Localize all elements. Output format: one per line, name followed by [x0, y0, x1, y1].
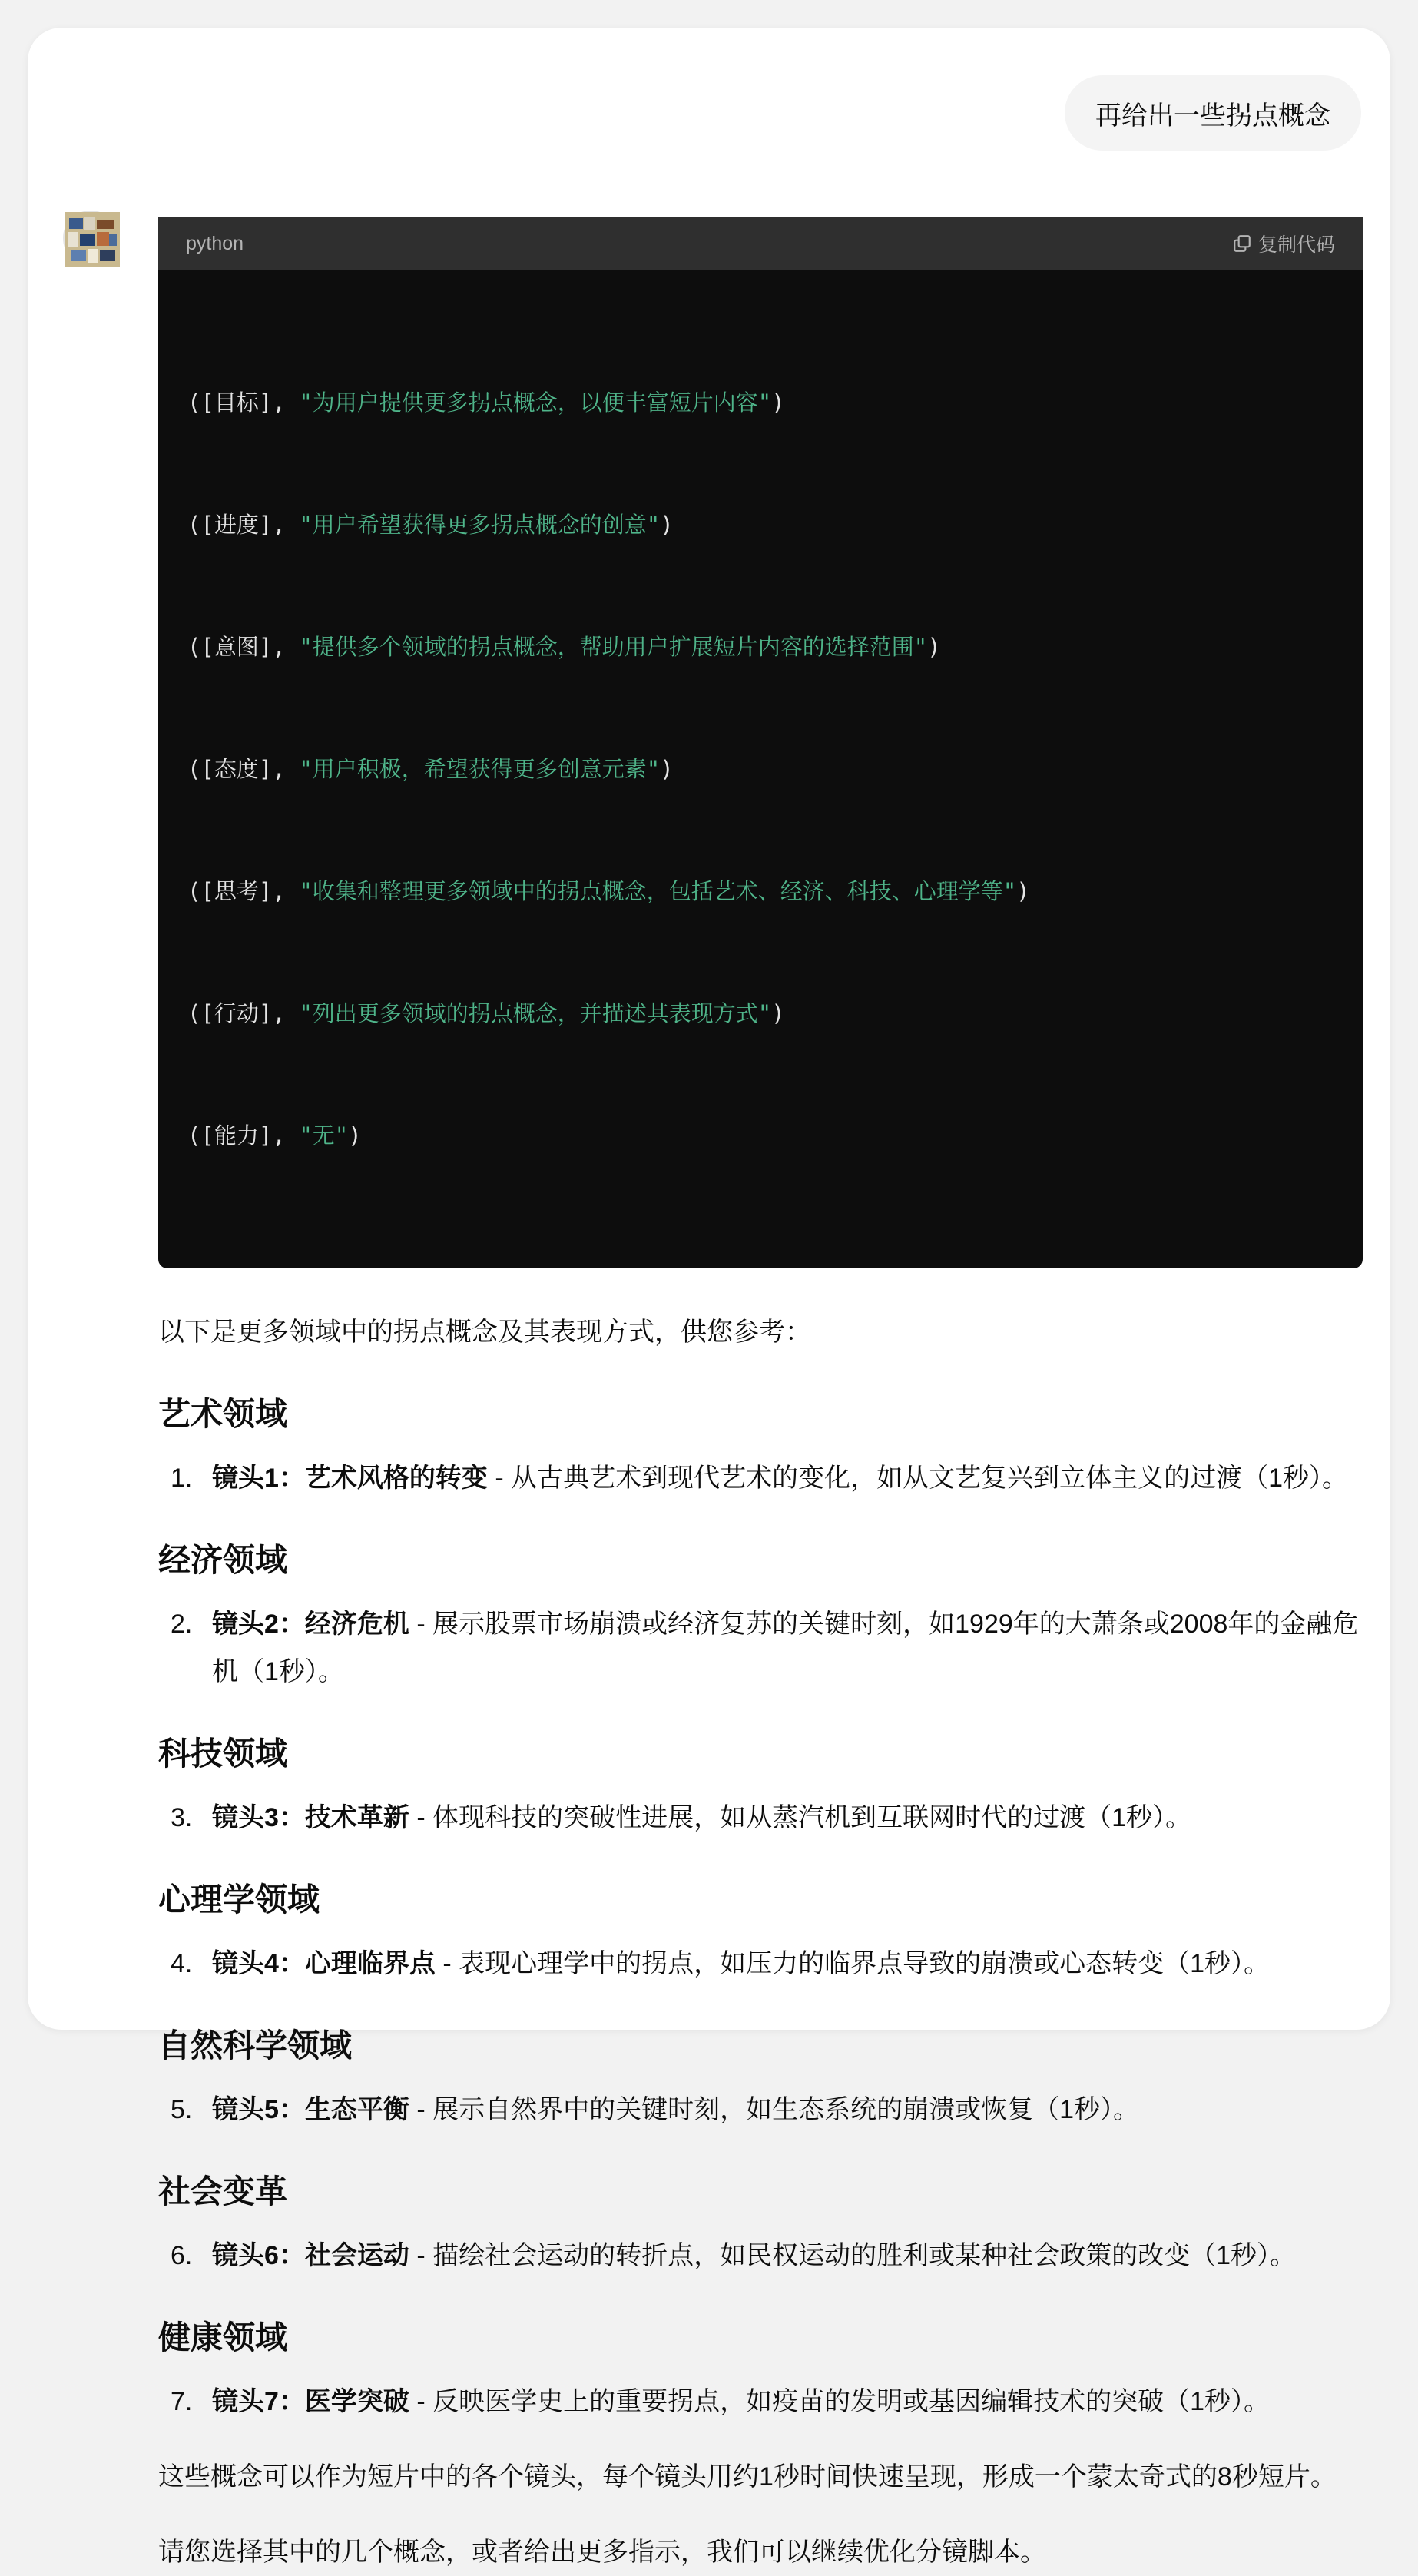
code-token-string: "用户希望获得更多拐点概念的创意"	[299, 512, 661, 538]
code-token-key: ([态度],	[187, 756, 300, 782]
list-item	[158, 1600, 1363, 1696]
list-number: 2.	[171, 1610, 193, 1639]
code-token-string: "提供多个领域的拐点概念，帮助用户扩展短片内容的选择范围"	[299, 634, 928, 660]
code-line	[187, 993, 1334, 1034]
assistant-answer	[158, 217, 1363, 2576]
section-title: 健康领域	[158, 2319, 288, 2356]
list-number: 5.	[171, 2095, 193, 2124]
code-token-key: ([行动],	[187, 1000, 300, 1026]
code-token-key: ([进度],	[187, 512, 300, 538]
closing-paragraph: 这些概念可以作为短片中的各个镜头，每个镜头用约1秒时间快速呈现，形成一个蒙太奇式的8秒短片。	[158, 2462, 1337, 2491]
list-item-text: - 展示股票市场崩溃或经济复苏的关键时刻，如1929年的大萧条或2008年的金融危机（1秒）。	[212, 1610, 1359, 1686]
section-title: 自然科学领域	[158, 2027, 353, 2064]
code-line	[187, 627, 1334, 668]
avatar-image-icon	[65, 212, 120, 267]
code-token-punc: )	[771, 1000, 785, 1026]
list-item-text: - 表现心理学中的拐点，如压力的临界点导致的崩溃或心态转变（1秒）。	[435, 1949, 1271, 1978]
code-token-string: "用户积极，希望获得更多创意元素"	[299, 756, 661, 782]
list-number: 7.	[171, 2387, 193, 2416]
code-block	[158, 217, 1363, 1268]
code-token-punc: )	[348, 1122, 362, 1149]
code-token-punc: )	[660, 512, 674, 538]
list-item-text: - 体现科技的突破性进展，如从蒸汽机到互联网时代的过渡（1秒）。	[409, 1803, 1192, 1832]
list-item	[158, 2232, 1363, 2279]
closing-paragraph: 请您选择其中的几个概念，或者给出更多指示，我们可以继续优化分镜脚本。	[158, 2538, 1046, 2567]
code-token-key: ([目标],	[187, 390, 300, 416]
list-number: 3.	[171, 1803, 193, 1832]
code-line	[187, 871, 1334, 912]
code-line	[187, 1116, 1334, 1156]
code-body	[158, 270, 1363, 1268]
code-line	[187, 505, 1334, 545]
code-token-string: "收集和整理更多领域中的拐点概念，包括艺术、经济、科技、心理学等"	[299, 878, 1017, 904]
list-item	[158, 1794, 1363, 1842]
assistant-avatar	[63, 211, 118, 266]
list-number: 6.	[171, 2241, 193, 2270]
code-line	[187, 383, 1334, 423]
section-title: 心理学领域	[158, 1881, 320, 1918]
list-number: 1.	[171, 1464, 193, 1493]
code-header	[158, 217, 1363, 270]
list-item	[158, 2086, 1363, 2133]
list-item-label: 镜头1：艺术风格的转变	[212, 1464, 488, 1493]
list-item-label: 镜头2：经济危机	[212, 1610, 409, 1639]
code-token-key: ([能力],	[187, 1122, 300, 1149]
list-number: 4.	[171, 1949, 193, 1978]
chat-card	[28, 28, 1390, 2567]
list-item-label: 镜头3：技术革新	[212, 1803, 409, 1832]
code-token-key: ([意图],	[187, 634, 300, 660]
list-item-text: - 描绘社会运动的转折点，如民权运动的胜利或某种社会政策的改变（1秒）。	[409, 2241, 1297, 2270]
code-token-punc: )	[1016, 878, 1030, 904]
code-language-label: python	[186, 232, 244, 254]
code-token-punc: )	[660, 756, 674, 782]
list-item-text: - 从古典艺术到现代艺术的变化，如从文艺复兴到立体主义的过渡（1秒）。	[487, 1464, 1349, 1493]
code-line	[187, 749, 1334, 790]
copy-code-label: 复制代码	[1257, 234, 1335, 256]
section-title: 社会变革	[158, 2173, 288, 2210]
code-token-string: "无"	[299, 1122, 349, 1149]
list-item-label: 镜头5：生态平衡	[212, 2095, 409, 2124]
list-item-text: - 反映医学史上的重要拐点，如疫苗的发明或基因编辑技术的突破（1秒）。	[409, 2387, 1271, 2416]
section-title: 艺术领域	[158, 1396, 288, 1432]
section-title: 经济领域	[158, 1542, 288, 1578]
code-token-punc: )	[927, 634, 941, 660]
list-item	[158, 1940, 1363, 1988]
code-token-string: "为用户提供更多拐点概念，以便丰富短片内容"	[299, 390, 772, 416]
code-token-punc: )	[771, 390, 785, 416]
copy-icon	[1232, 234, 1252, 254]
list-item	[158, 1454, 1363, 1502]
list-item-text: - 展示自然界中的关键时刻，如生态系统的崩溃或恢复（1秒）。	[409, 2095, 1140, 2124]
list-item-label: 镜头7：医学突破	[212, 2387, 409, 2416]
user-message-bubble	[1065, 75, 1361, 151]
code-token-key: ([思考],	[187, 878, 300, 904]
intro-paragraph: 以下是更多领域中的拐点概念及其表现方式，供您参考：	[158, 1318, 811, 1347]
copy-code-button[interactable]	[1232, 230, 1335, 257]
list-item-label: 镜头6：社会运动	[212, 2241, 409, 2270]
list-item	[158, 2378, 1363, 2425]
code-token-string: "列出更多领域的拐点概念，并描述其表现方式"	[299, 1000, 772, 1026]
user-message-text: 再给出一些拐点概念	[1095, 101, 1330, 131]
list-item-label: 镜头4：心理临界点	[212, 1949, 436, 1978]
section-title: 科技领域	[158, 1736, 288, 1772]
